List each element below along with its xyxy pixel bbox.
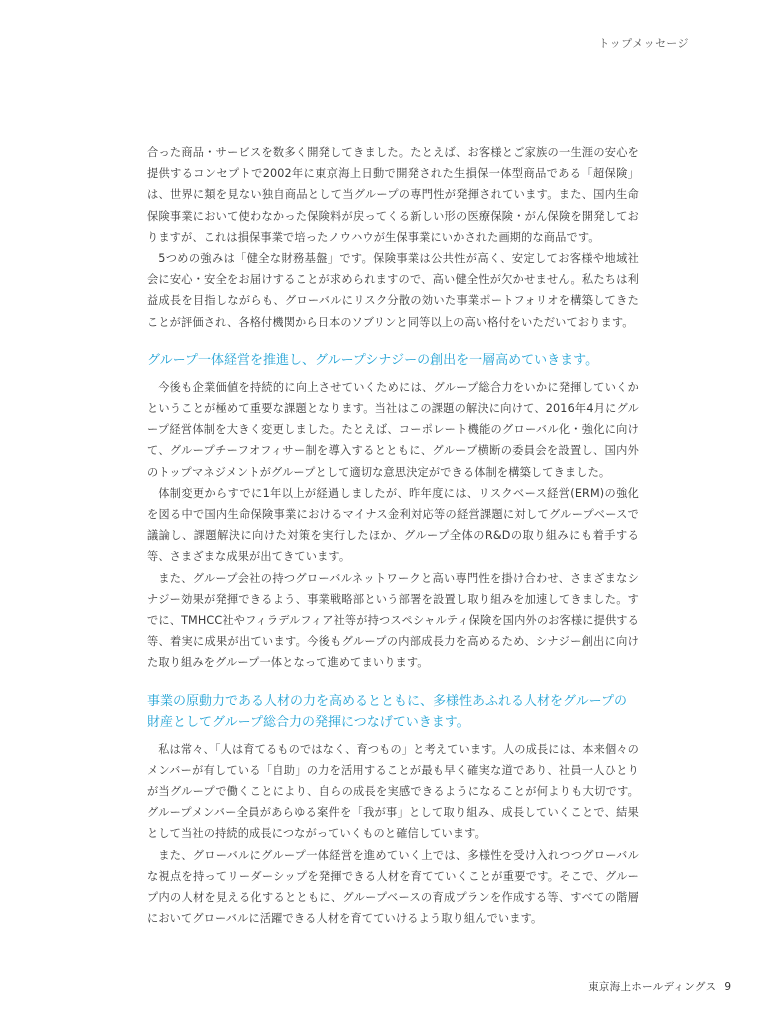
section-group-management — [147, 377, 639, 674]
section-heading-group-management: グループ一体経営を推進し、グループシナジーの創出を一層高めていきます。 — [147, 352, 599, 368]
page-number: 9 — [724, 981, 731, 993]
paragraph: 5つめの強みは「健全な財務基盤」です。保険事業は公共性が高く、安定してお客様や地域社会に安心・安全をお届けすることが求められますので、高い健全性が欠かせません。私たちは利益成長を目指しながらも、グローバルにリスク分散の効いた事業ポートフォリオを構築してきたことが評価され、各格付機関から日本のソブリンと同等以上の高い格付をいただいております。 — [147, 252, 639, 329]
paragraph: また、グローバルにグループ一体経営を進めていく上では、多様性を受け入れつつグローバルな視点を持ってリーダーシップを発揮できる人材を育てていくことが重要です。そこで、グループ内の人材を見える化するとともに、グループベースの育成プランを作成する等、すべての階層においてグローバルに活躍できる人材を育てていけるよう取り組んでいます。 — [147, 848, 639, 926]
page-footer — [588, 979, 731, 994]
section-intro — [147, 142, 639, 333]
section-label: トップメッセージ — [598, 37, 689, 50]
paragraph: 合った商品・サービスを数多く開発してきました。たとえば、お客様とご家族の一生涯の安心を提供するコンセプトで2002年に東京海上日動で開発された生損保一体型商品である「超保険」は、世界に類を見ない独自商品として当グループの専門性が発揮されています。また、国内生命保険事業において使わなかった保険料が戻ってくる新しい形の医療保険・がん保険を開発しておりますが、これは損保事業で培ったノウハウが生保事業にいかされた画期的な商品です。 — [147, 146, 639, 244]
company-name: 東京海上ホールディングス — [588, 981, 717, 993]
section-heading-human-resources: 事業の原動力である人材の力を高めるとともに、多様性あふれる人材をグループの財産としてグループ総合力の発揮につなげていきます。 — [147, 693, 627, 730]
paragraph: また、グループ会社の持つグローバルネットワークと高い専門性を掛け合わせ、さまざまなシナジー効果が発揮できるよう、事業戦略部という部署を設置し取り組みを加速してきました。すでに、TMHCC社やフィラデルフィア社等が持つスペシャルティ保険を国内外のお客様に提供する等、着実に成果が出ています。今後もグループの内部成長力を高めるため、シナジー創出に向けた取り組みをグループ一体となって進めてまいります。 — [147, 571, 639, 670]
paragraph: 体制変更からすでに1年以上が経過しましたが、昨年度には、リスクベース経営(ERM)の強化を図る中で国内生命保険事業におけるマイナス金利対応等の経営課題に対してグループベースで議論し、課題解決に向けた対策を実行したほか、グループ全体のR&Dの取り組みにも着手する等、さまざまな成果が出てきています。 — [147, 486, 639, 564]
section-human-resources — [147, 739, 639, 930]
article-body — [147, 142, 639, 930]
paragraph: 今後も企業価値を持続的に向上させていくためには、グループ総合力をいかに発揮していくかということが極めて重要な課題となります。当社はこの課題の解決に向けて、2016年4月にグループ経営体制を大きく変更しました。たとえば、コーポレート機能のグローバル化・強化に向けて、グループチーフオフィサー制を導入するとともに、グループ横断の委員会を設置し、国内外のトップマネジメントがグループとして適切な意思決定ができる体制を構築してきました。 — [147, 380, 639, 479]
paragraph: 私は常々、「人は育てるものではなく、育つもの」と考えています。人の成長には、本来個々のメンバーが有している「自助」の力を活用することが最も早く確実な道であり、社員一人ひとりが当グループで働くことにより、自らの成長を実感できるようになることが何よりも大切です。グループメンバー全員があらゆる案件を「我が事」として取り組み、成長していくことで、結果として当社の持続的成長につながっていくものと確信しています。 — [147, 742, 639, 841]
